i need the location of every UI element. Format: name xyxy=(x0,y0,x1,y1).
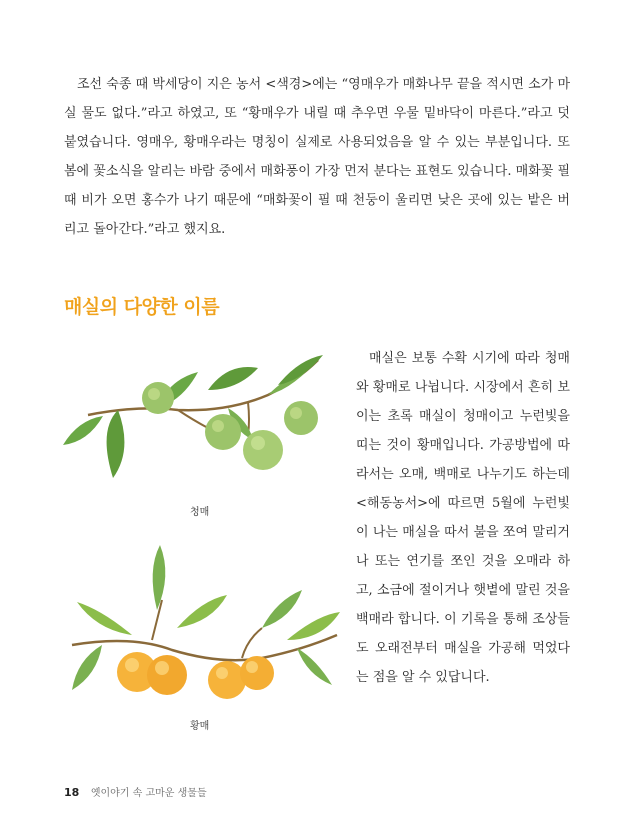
yellow-plum-caption: 황매 xyxy=(190,721,210,732)
section-title: 매실의 다양한 이름 xyxy=(64,296,220,318)
section-paragraph: 매실은 보통 수확 시기에 따라 청매와 황매로 나뉩니다. 시장에서 흔히 보이는 초록 매실이 청매이고 누런빛을 띠는 것이 황매입니다. 가공방법에 따라서는 오매, 백매로 나누기도 하는데 <해동농서>에 따르면 5월에 누런빛이 나는 매실을 따서 불을 쪼여 말리거나 또는 연기를 쪼인 것을 오매라 하고, 소금에 절이거나 햇볕에 말린 것을 백매라 합니다. 이 기록을 통해 조상들도 오래전부터 매실을 가공해 먹었다는 점을 알 수 있답니다. xyxy=(356,351,570,685)
page-number: 18 xyxy=(64,786,80,799)
intro-paragraph: 조선 숙종 때 박세당이 지은 농서 <색경>에는 “영매우가 매화나무 끝을 적시면 소가 마실 물도 없다.”라고 하였고, 또 “황매우가 내릴 때 추우면 우물 밑바닥이 마른다.”라고 덧붙였습니다. 영매우, 황매우라는 명칭이 실제로 사용되었음을 알 수 있는 부분입니다. 또 봄에 꽃소식을 알리는 바람 중에서 매화풍이 가장 먼저 분다는 표현도 있습니다. 매화꽃 필 때 비가 오면 홍수가 나기 때문에 “매화꽃이 필 때 천둥이 울리면 낮은 곳에 있는 밭은 버리고 돌아간다.”라고 했지요. xyxy=(64,77,570,237)
green-plum-branch-illustration xyxy=(58,350,328,490)
green-plum-caption: 청매 xyxy=(190,507,210,518)
yellow-plum-branch-illustration xyxy=(62,540,342,720)
page-footer xyxy=(64,784,207,799)
book-title: 옛이야기 속 고마운 생물들 xyxy=(90,788,207,799)
